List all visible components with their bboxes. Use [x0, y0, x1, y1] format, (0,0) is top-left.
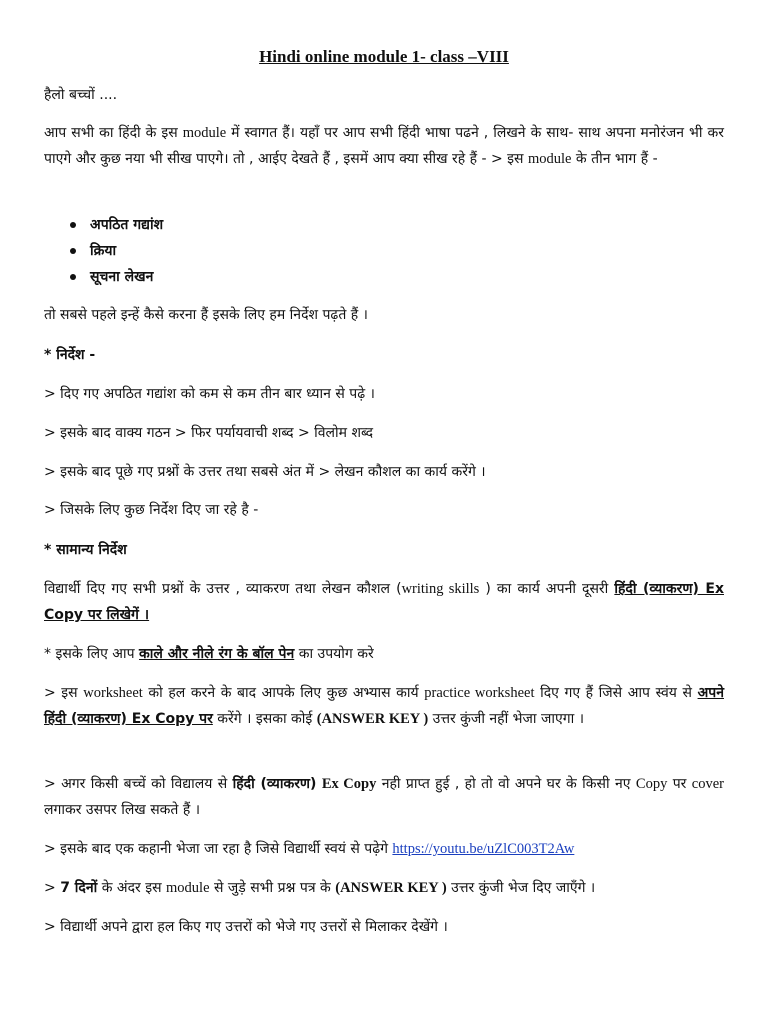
emphasis-text: काले और नीले रंग के बॉल पेन — [139, 646, 295, 662]
general-paragraph-5: > इसके बाद एक कहानी भेजा जा रहा है जिसे विद्यार्थी स्वयं से पढ़ेगे https://youtu.be/uZlC003T2Aw — [44, 841, 575, 857]
bullet-icon — [70, 222, 76, 228]
bullet-icon — [70, 248, 76, 254]
general-heading: * सामान्य निर्देश — [44, 542, 127, 558]
greeting: हैलो बच्चों .... — [44, 87, 118, 103]
general-paragraph-7: > विद्यार्थी अपने द्वारा हल किए गए उत्तरों को भेजे गए उत्तरों से मिलाकर देखेंगे । — [44, 919, 448, 935]
intro-text: में स्वागत हैं। यहाँ पर आप सभी हिंदी भाषा पढने , लिखने के साथ- साथ अपना मनोरंजन भी कर पाएगे और कुछ नया भी सीख पाएगे। तो , आईए देखते हैं , इसमें आप क्या सीख रहे हैं - > इस — [44, 125, 724, 167]
list-item: सूचना लेखन — [90, 264, 163, 290]
answer-key-label: (ANSWER KEY ) — [316, 711, 429, 727]
nirdesh-heading: * निर्देश - — [44, 347, 96, 363]
answer-key-label: (ANSWER KEY ) — [335, 880, 447, 896]
list-item: क्रिया — [90, 238, 163, 264]
step-item: > जिसके लिए कुछ निर्देश दिए जा रहे है - — [44, 502, 259, 518]
intro-paragraph — [44, 120, 724, 172]
list-item: अपठित गद्यांश — [90, 212, 163, 238]
general-paragraph-6: > 7 दिनों के अंदर इस module से जुड़े सभी प्रश्न पत्र के (ANSWER KEY ) उत्तर कुंजी भेज दिए जाएँगे । — [44, 880, 596, 896]
general-paragraph-1: विद्यार्थी दिए गए सभी प्रश्नों के उत्तर , व्याकरण तथा लेखन कौशल (writing skills ) का कार्य अपनी दूसरी हिंदी (व्याकरण) Ex Copy पर लिखेगें । — [44, 581, 724, 623]
youtube-link[interactable]: https://youtu.be/uZlC003T2Aw — [392, 841, 575, 857]
emphasis-text: 7 दिनों — [60, 880, 98, 896]
intro-term: module — [527, 151, 572, 167]
intro-text: आप सभी का हिंदी के इस — [44, 125, 183, 141]
intro-term: module — [182, 125, 227, 141]
step-item: > इसके बाद पूछे गए प्रश्नों के उत्तर तथा सबसे अंत में > लेखन कौशल का कार्य करेंगे । — [44, 464, 486, 480]
general-paragraph-2: * इसके लिए आप काले और नीले रंग के बॉल पेन का उपयोग करे — [44, 646, 374, 662]
emphasis-text: हिंदी (व्याकरण) — [232, 776, 317, 792]
bullet-icon — [70, 274, 76, 280]
parts-list — [44, 212, 163, 290]
step-item: > इसके बाद वाक्य गठन > फिर पर्यायवाची शब्द > विलोम शब्द — [44, 425, 374, 441]
step-item: > दिए गए अपठित गद्यांश को कम से कम तीन बार ध्यान से पढ़े । — [44, 386, 375, 402]
general-paragraph-3: > इस worksheet को हल करने के बाद आपके लिए कुछ अभ्यास कार्य practice worksheet दिए गए हैं जिसे आप स्वंय से अपने हिंदी (व्याकरण) Ex Copy पर करेंगे । इसका कोई (ANSWER KEY ) उत्तर कुंजी नहीं भेजा जाएगा । — [44, 685, 724, 727]
emphasis-text: हिंदी (व्याकरण) Ex Copy पर लिखेगें । — [44, 581, 724, 623]
emphasis-text: अपने हिंदी (व्याकरण) Ex Copy पर — [44, 685, 724, 727]
general-paragraph-4: > अगर किसी बच्चें को विद्यालय से हिंदी (व्याकरण) Ex Copy नही प्राप्त हुई , हो तो वो अपने घर के किसी नए Copy पर cover लगाकर उसपर लिख सकते हैं । — [44, 776, 724, 818]
first-line: तो सबसे पहले इन्हें कैसे करना हैं इसके लिए हम निर्देश पढ़ते हैं । — [44, 307, 368, 323]
page-title: Hindi online module 1- class –VIII — [259, 47, 509, 66]
intro-text: के तीन भाग हैं - — [571, 151, 658, 167]
